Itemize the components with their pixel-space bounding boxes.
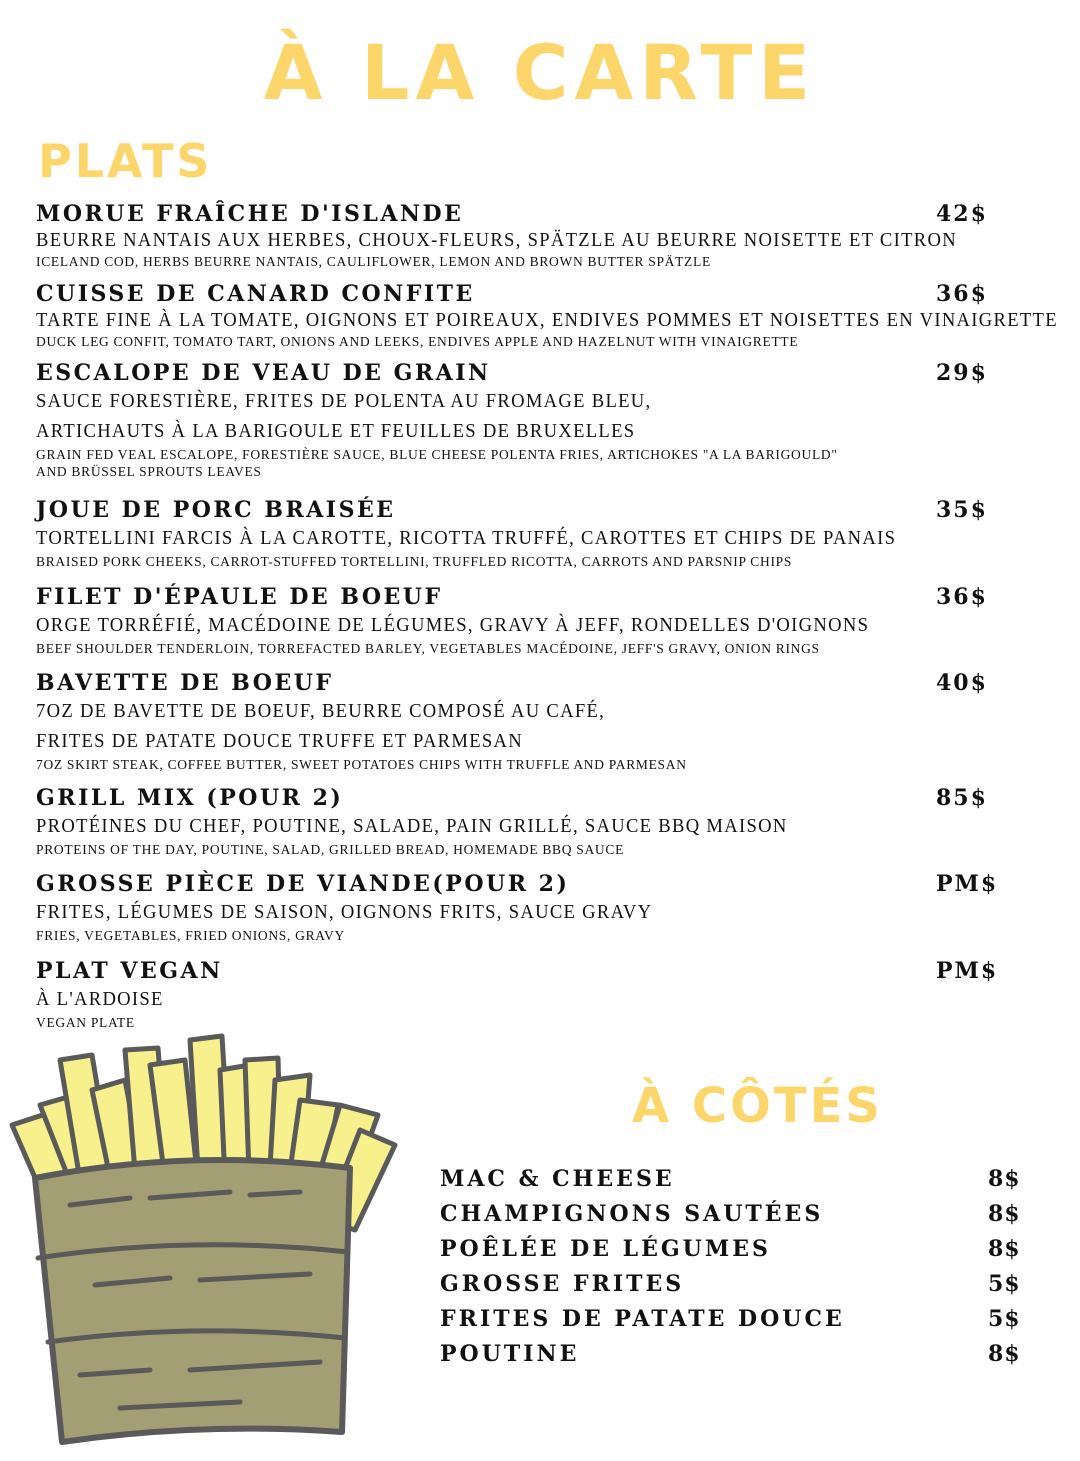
side-item [440, 1271, 1040, 1306]
side-price: 8$ [988, 1341, 1021, 1367]
dish-translation: BEEF SHOULDER TENDERLOIN, TORREFACTED BARLEY, VEGETABLES MACÉDOINE, JEFF'S GRAVY, ONION RINGS [36, 641, 820, 656]
dish-price: 85$ [936, 785, 988, 811]
dish-description: FRITES DE PATATE DOUCE TRUFFE ET PARMESAN [36, 730, 524, 752]
dish-item [36, 201, 1036, 270]
side-price: 8$ [988, 1166, 1021, 1192]
side-price: 8$ [988, 1236, 1021, 1262]
dish-name: JOUE DE PORC BRAISÉE [36, 497, 396, 523]
dish-description: SAUCE FORESTIÈRE, FRITES DE POLENTA AU FROMAGE BLEU, [36, 390, 652, 412]
dish-item [36, 360, 1036, 480]
dish-description: ORGE TORRÉFIÉ, MACÉDOINE DE LÉGUMES, GRAVY À JEFF, RONDELLES D'OIGNONS [36, 614, 870, 636]
side-name: CHAMPIGNONS SAUTÉES [440, 1201, 824, 1227]
sides-list [440, 1166, 1040, 1376]
side-price: 8$ [988, 1201, 1021, 1227]
side-item [440, 1306, 1040, 1341]
side-item [440, 1236, 1040, 1271]
side-name: POUTINE [440, 1341, 580, 1367]
dish-price: PM$ [936, 871, 999, 897]
dish-description: ARTICHAUTS À LA BARIGOULE ET FEUILLES DE BRUXELLES [36, 420, 636, 442]
dish-price: 40$ [936, 670, 988, 696]
dish-translation: 7OZ SKIRT STEAK, COFFEE BUTTER, SWEET POTATOES CHIPS WITH TRUFFLE AND PARMESAN [36, 757, 687, 772]
side-item [440, 1341, 1040, 1376]
dish-translation: FRIES, VEGETABLES, FRIED ONIONS, GRAVY [36, 928, 345, 943]
dish-translation: AND BRÜSSEL SPROUTS LEAVES [36, 464, 262, 479]
dish-item [36, 785, 1036, 858]
side-item [440, 1201, 1040, 1236]
dish-name: FILET D'ÉPAULE DE BOEUF [36, 584, 443, 610]
dish-item [36, 958, 1036, 1031]
side-price: 5$ [988, 1306, 1021, 1332]
dish-description: TARTE FINE À LA TOMATE, OIGNONS ET POIREAUX, ENDIVES POMMES ET NOISETTES EN VINAIGRETTE [36, 309, 1058, 331]
dish-name: BAVETTE DE BOEUF [36, 670, 334, 696]
side-item [440, 1166, 1040, 1201]
dish-description: 7OZ DE BAVETTE DE BOEUF, BEURRE COMPOSÉ AU CAFÉ, [36, 700, 606, 722]
dish-item [36, 871, 1036, 944]
plats-section-title: PLATS [38, 134, 213, 188]
side-name: MAC & CHEESE [440, 1166, 675, 1192]
dish-price: 36$ [936, 584, 988, 610]
dish-name: MORUE FRAÎCHE D'ISLANDE [36, 201, 464, 227]
dish-translation: ICELAND COD, HERBS BEURRE NANTAIS, CAULIFLOWER, LEMON AND BROWN BUTTER SPÄTZLE [36, 254, 711, 269]
dish-translation: VEGAN PLATE [36, 1015, 135, 1030]
dish-item [36, 281, 1058, 350]
dish-price: 36$ [936, 281, 988, 307]
dish-description: TORTELLINI FARCIS À LA CAROTTE, RICOTTA TRUFFÉ, CAROTTES ET CHIPS DE PANAIS [36, 527, 897, 549]
dish-translation: DUCK LEG CONFIT, TOMATO TART, ONIONS AND LEEKS, ENDIVES APPLE AND HAZELNUT WITH VINAIGRETTE [36, 334, 799, 349]
dish-price: 35$ [936, 497, 988, 523]
cotes-section-title: À CÔTÉS [632, 1078, 883, 1134]
dish-item [36, 497, 1036, 570]
dish-item [36, 584, 1036, 657]
dish-translation: GRAIN FED VEAL ESCALOPE, FORESTIÈRE SAUCE, BLUE CHEESE POLENTA FRIES, ARTICHOKES "A LA BARIGOULD" [36, 447, 838, 462]
dish-description: FRITES, LÉGUMES DE SAISON, OIGNONS FRITS, SAUCE GRAVY [36, 901, 653, 923]
dish-description: BEURRE NANTAIS AUX HERBES, CHOUX-FLEURS, SPÄTZLE AU BEURRE NOISETTE ET CITRON [36, 229, 957, 251]
side-name: GROSSE FRITES [440, 1271, 685, 1297]
side-name: FRITES DE PATATE DOUCE [440, 1306, 845, 1332]
dish-item [36, 670, 1036, 773]
dish-description: PROTÉINES DU CHEF, POUTINE, SALADE, PAIN GRILLÉ, SAUCE BBQ MAISON [36, 815, 788, 837]
dish-name: GRILL MIX (POUR 2) [36, 785, 344, 811]
dish-price: 29$ [936, 360, 988, 386]
dish-description: À L'ARDOISE [36, 988, 164, 1010]
dish-translation: BRAISED PORK CHEEKS, CARROT-STUFFED TORTELLINI, TRUFFLED RICOTTA, CARROTS AND PARSNIP CHIPS [36, 554, 793, 569]
side-name: POÊLÉE DE LÉGUMES [440, 1236, 771, 1262]
page-title: À LA CARTE [263, 28, 817, 117]
side-price: 5$ [988, 1271, 1021, 1297]
dish-name: PLAT VEGAN [36, 958, 223, 984]
dish-translation: PROTEINS OF THE DAY, POUTINE, SALAD, GRILLED BREAD, HOMEMADE BBQ SAUCE [36, 842, 625, 857]
dish-name: ESCALOPE DE VEAU DE GRAIN [36, 360, 491, 386]
dish-name: CUISSE DE CANARD CONFITE [36, 281, 475, 307]
dish-price: 42$ [936, 201, 988, 227]
dish-price: PM$ [936, 958, 999, 984]
dish-name: GROSSE PIÈCE DE VIANDE(POUR 2) [36, 871, 570, 897]
french-fries-icon [0, 1030, 410, 1460]
